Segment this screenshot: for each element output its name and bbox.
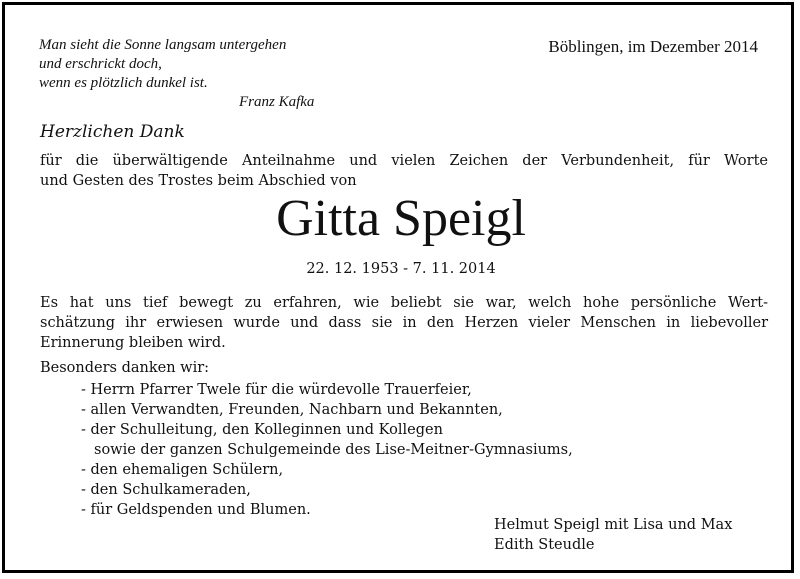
thanks-item: - allen Verwandten, Freunden, Nachbarn und Bekannten, — [81, 402, 503, 418]
signature — [494, 515, 732, 555]
paragraph-line: Es hat uns tief bewegt zu erfahren, wie beliebt sie war, welch hohe persönliche Wert- — [40, 295, 768, 311]
main-paragraph — [40, 293, 768, 353]
thanks-item: - für Geldspenden und Blumen. — [81, 502, 311, 518]
place-date: Böblingen, im Dezember 2014 — [548, 37, 758, 56]
thanks-item: - der Schulleitung, den Kolleginnen und Kollegen — [81, 422, 443, 438]
thanks-item-continuation: sowie der ganzen Schulgemeinde des Lise-Meitner-Gymnasiums, — [94, 442, 573, 458]
quote-author: Franz Kafka — [239, 94, 315, 110]
heading: Herzlichen Dank — [40, 122, 185, 142]
signature-line: Edith Steudle — [494, 537, 595, 553]
thanks-intro: Besonders danken wir: — [40, 360, 210, 376]
thanks-item: - Herrn Pfarrer Twele für die würdevolle Trauerfeier, — [81, 382, 472, 398]
life-dates: 22. 12. 1953 - 7. 11. 2014 — [306, 261, 496, 277]
kafka-quote — [39, 36, 314, 112]
intro-paragraph — [40, 151, 768, 191]
quote-line: wenn es plötzlich dunkel ist. — [39, 75, 208, 91]
intro-line: für die überwältigende Anteilnahme und vielen Zeichen der Verbundenheit, für Worte — [40, 153, 768, 169]
quote-line: und erschrickt doch, — [39, 56, 162, 72]
quote-line: Man sieht die Sonne langsam untergehen — [39, 37, 287, 53]
deceased-name: Gitta Speigl — [276, 190, 526, 247]
paragraph-line: schätzung ihr erwiesen wurde und dass sie in den Herzen vieler Menschen in liebevoller — [40, 315, 768, 331]
notice-frame — [2, 2, 794, 573]
intro-line: und Gesten des Trostes beim Abschied von — [40, 173, 357, 189]
thanks-item: - den ehemaligen Schülern, — [81, 462, 284, 478]
signature-line: Helmut Speigl mit Lisa und Max — [494, 517, 733, 533]
paragraph-line: Erinnerung bleiben wird. — [40, 335, 226, 351]
thanks-list — [81, 380, 573, 520]
thanks-item: - den Schulkameraden, — [81, 482, 251, 498]
